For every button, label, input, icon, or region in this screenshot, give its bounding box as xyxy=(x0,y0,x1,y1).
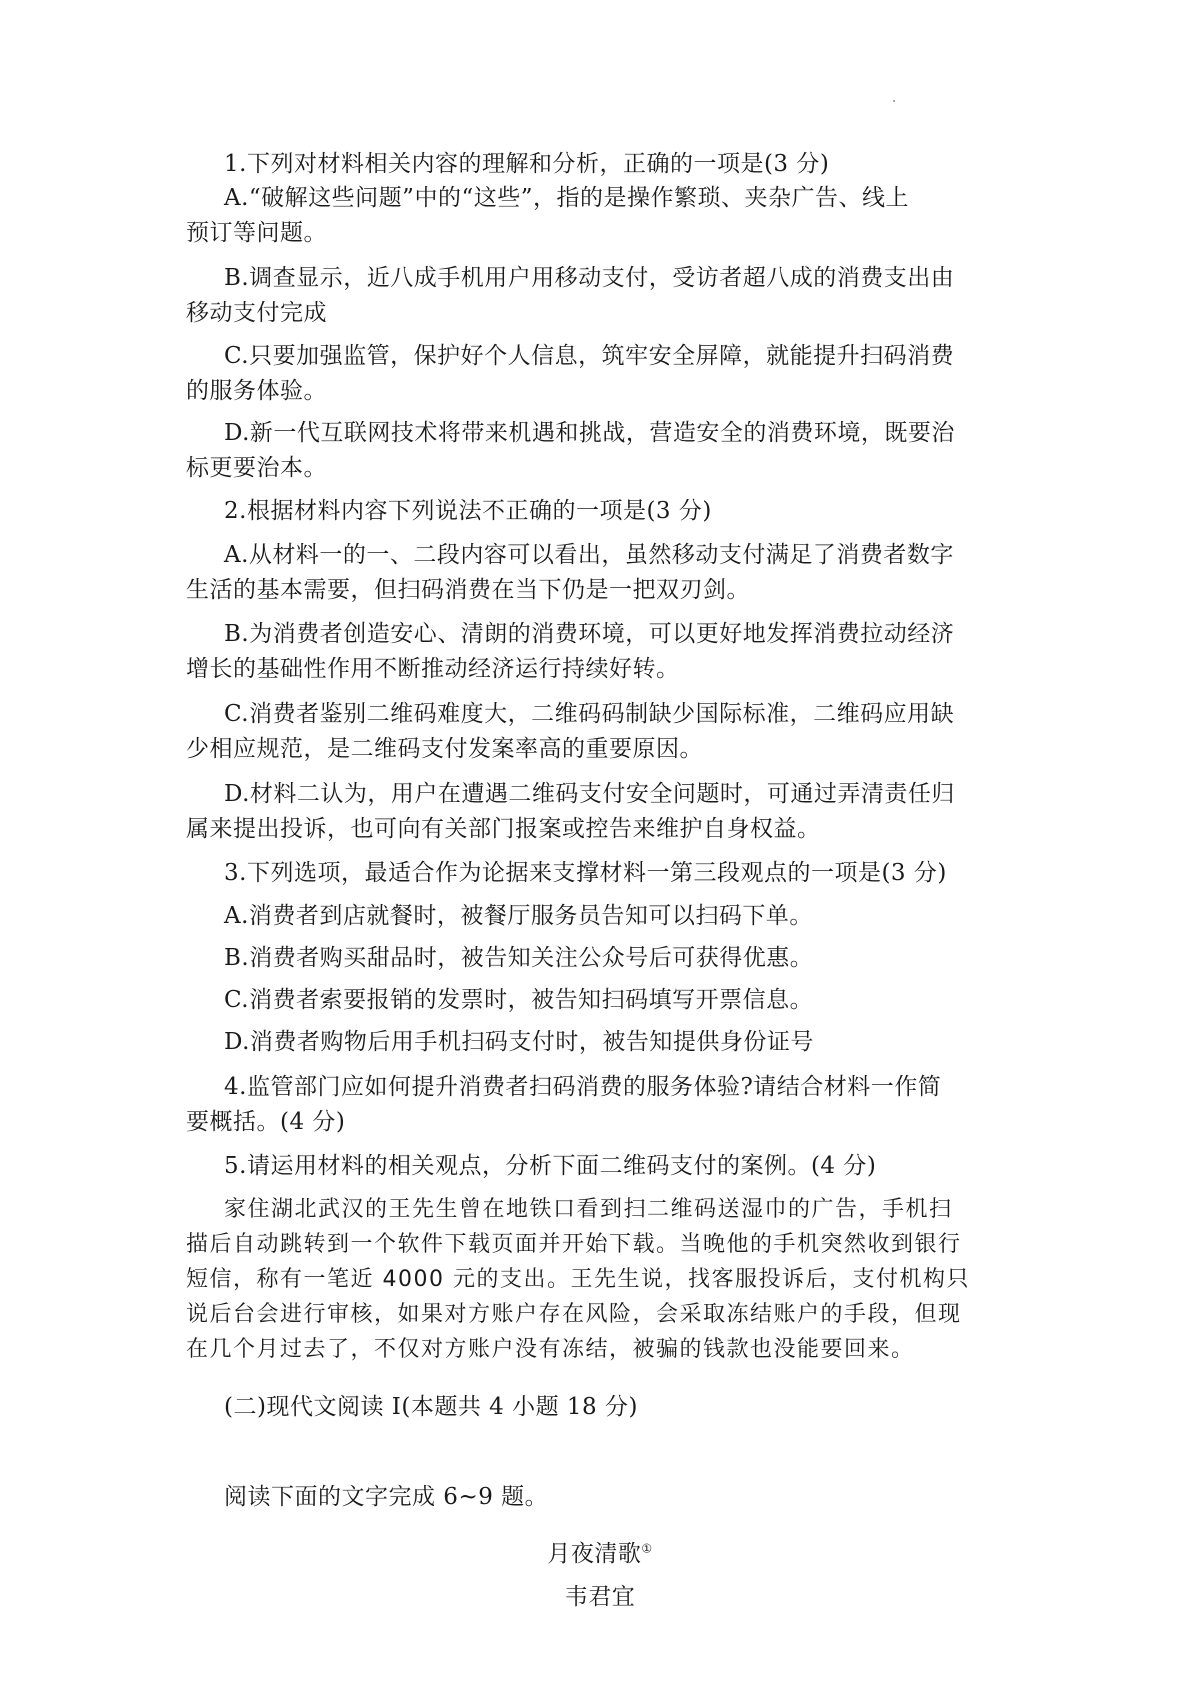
q1-option-a-line1: A.“破解这些问题”中的“这些”，指的是操作繁琐、夹杂广告、线上 xyxy=(224,185,909,211)
q2-option-b-line1: B.为消费者创造安心、清朗的消费环境，可以更好地发挥消费拉动经济 xyxy=(224,621,955,647)
q1-option-d-line1: D.新一代互联网技术将带来机遇和挑战，营造安全的消费环境，既要治 xyxy=(224,420,955,446)
q1-option-c-line2: 的服务体验。 xyxy=(186,378,327,404)
q1-option-b-line1: B.调查显示，近八成手机用户用移动支付，受访者超八成的消费支出由 xyxy=(224,265,955,291)
poem-author: 韦君宜 xyxy=(564,1584,636,1610)
reading-instruction: 阅读下面的文字完成 6~9 题。 xyxy=(224,1484,549,1510)
q1-option-c-line1: C.只要加强监管，保护好个人信息，筑牢安全屏障，就能提升扫码消费 xyxy=(224,343,955,369)
case-line-4: 说后台会进行审核，如果对方账户存在风险，会采取冻结账户的手段，但现 xyxy=(186,1302,962,1327)
q3-stem: 3.下列选项，最适合作为论据来支撑材料一第三段观点的一项是(3 分) xyxy=(224,860,947,886)
q2-option-b-line2: 增长的基础性作用不断推动经济运行持续好转。 xyxy=(186,656,680,682)
q4-line1: 4.监管部门应如何提升消费者扫码消费的服务体验?请结合材料一作简 xyxy=(224,1074,942,1100)
q5-stem: 5.请运用材料的相关观点，分析下面二维码支付的案例。(4 分) xyxy=(224,1153,877,1179)
poem-title-text: 月夜清歌 xyxy=(547,1541,642,1567)
q1-option-b-line2: 移动支付完成 xyxy=(186,300,327,326)
q1-option-d-line2: 标更要治本。 xyxy=(186,455,327,481)
q1-option-a-line2: 预订等问题。 xyxy=(186,220,327,246)
q2-option-d-line1: D.材料二认为，用户在遭遇二维码支付安全问题时，可通过弄清责任归 xyxy=(224,781,955,807)
q2-option-c-line2: 少相应规范，是二维码支付发案率高的重要原因。 xyxy=(186,736,703,762)
q2-option-c-line1: C.消费者鉴别二维码难度大，二维码码制缺少国际标准，二维码应用缺 xyxy=(224,701,955,727)
case-line-3: 短信，称有一笔近 4000 元的支出。王先生说，找客服投诉后，支付机构只 xyxy=(186,1267,970,1292)
footnote-mark: ① xyxy=(641,1541,653,1556)
case-line-1: 家住湖北武汉的王先生曾在地铁口看到扫二维码送湿巾的广告，手机扫 xyxy=(224,1197,953,1222)
case-line-5: 在几个月过去了，不仅对方账户没有冻结，被骗的钱款也没能要回来。 xyxy=(186,1337,915,1362)
scan-speck xyxy=(893,100,895,102)
q3-option-d: D.消费者购物后用手机扫码支付时，被告知提供身份证号 xyxy=(224,1029,814,1055)
q3-option-a: A.消费者到店就餐时，被餐厅服务员告知可以扫码下单。 xyxy=(224,903,813,929)
q2-option-a-line2: 生活的基本需要，但扫码消费在当下仍是一把双刃剑。 xyxy=(186,577,750,603)
q1-stem: 1.下列对材料相关内容的理解和分析，正确的一项是(3 分) xyxy=(224,151,830,177)
section-heading: (二)现代文阅读 I(本题共 4 小题 18 分) xyxy=(224,1394,638,1420)
q3-option-c: C.消费者索要报销的发票时，被告知扫码填写开票信息。 xyxy=(224,987,814,1013)
q2-option-a-line1: A.从材料一的一、二段内容可以看出，虽然移动支付满足了消费者数字 xyxy=(224,542,954,568)
q4-line2: 要概括。(4 分) xyxy=(186,1109,346,1135)
poem-title xyxy=(0,1537,1200,1571)
q2-stem: 2.根据材料内容下列说法不正确的一项是(3 分) xyxy=(224,498,712,524)
q2-option-d-line2: 属来提出投诉，也可向有关部门报案或控告来维护自身权益。 xyxy=(186,816,821,842)
q3-option-b: B.消费者购买甜品时，被告知关注公众号后可获得优惠。 xyxy=(224,945,814,971)
case-line-2: 描后自动跳转到一个软件下载页面并开始下载。当晚他的手机突然收到银行 xyxy=(186,1232,962,1257)
